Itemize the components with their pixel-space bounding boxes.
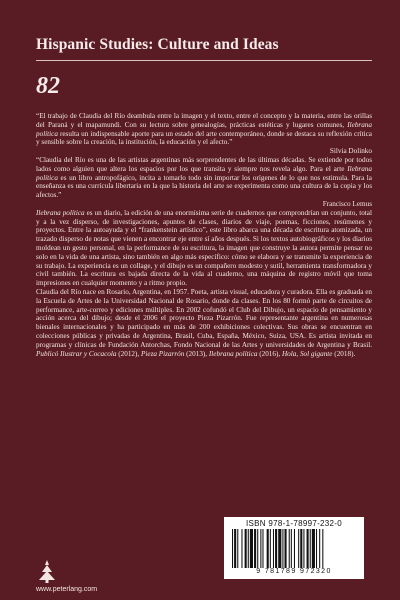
barcode-icon (230, 529, 358, 568)
book-title: Ilebrana política (36, 164, 372, 182)
series-number: 82 (36, 73, 60, 99)
isbn-label: ISBN 978-1-78997-232-0 (246, 519, 342, 528)
bio-text: (2013), (184, 349, 209, 358)
bio-text: (2018). (332, 349, 356, 358)
blurb-body (36, 112, 372, 358)
barcode-digits: 9 781789 972320 (256, 568, 332, 575)
work-title: Pieza Pizarrón (141, 349, 185, 358)
author-bio (36, 288, 372, 358)
work-title: Ilebrana política (208, 349, 258, 358)
title-rule (36, 60, 372, 61)
work-title: Publicó Ilustrar y Cocacola (36, 349, 117, 358)
book-title: Ilebrana política (36, 208, 85, 217)
quote-attribution: Silvia Dolinko (329, 147, 372, 156)
quote-dolinko (36, 112, 372, 147)
publisher-website: www.peterlang.com (36, 586, 98, 593)
series-title: Hispanic Studies: Culture and Ideas (36, 36, 279, 53)
description-text: es un diario, la edición de una enormísima serie de cuadernos que comprondrían un conjunto, total y a la vez disperso, de investigaciones, apuntes de clases, diarios de viaje, poemas, ficciones, resúmenes y proyectos. Entre la autoayuda y el “frankenstein artístico”, este libro abarca una década de escritura atomizada, un trazado disperso de notas que vienen a encontrar eje entre sí años después. Si los textos autobiográficos y los diarios moldean un gesto personal, en la performance de su escritura, la imagen que construye la autora permite pensar no solo en la vida de una artista, sino también en algo más específico: cómo se elabora y se transmite la experiencia de su trabajo. La experiencia es un collage, y el dibujo es un compañero modesto y sutil, herramienta transformadora y civil también. La escritura es bajada directa de la vida al cuaderno, una máquina de registro móvil que toma impresiones en cualquier momento y a ritmo propio. (36, 208, 372, 288)
work-title: Hola, Sol gigante (281, 349, 333, 358)
quote-text: resulta un indispensable aporte para un estado del arte contemporáneo, donde se destaca su reflexión crítica y sensible sobre la creación, la institución, la educación y el afecto.” (36, 129, 372, 147)
book-description (36, 209, 372, 288)
quote-text: “El trabajo de Claudia del Río deambula entre la imagen y el texto, entre el concepto y la materia, entre las orillas del Paraná y el mapamundi. Con su lectura sobre genealogías, prácticas estéticas y lugares comunes, (36, 112, 372, 129)
quote-text: es un libro antropofágico, incita a tomarlo todo sin importar los orígenes de lo que nos estimula. Para la enseñanza es una currícula libertaria en la que la historia del arte se experimenta como una cultura de la copia y los afectos.” (36, 173, 372, 200)
isbn-barcode-box (224, 517, 364, 579)
quote-attribution: Francisco Lemus (322, 199, 372, 208)
publisher-logo-icon (36, 559, 58, 588)
bio-text: (2016), (257, 349, 282, 358)
quote-text: “Claudia del Río es una de las artistas argentinas más sorprendentes de las últimas décadas. Se extiende por todos lados como alguien que altera los espacios por los que transita y siempre nos revela algo. Para el arte (36, 155, 372, 173)
bio-text: Claudia del Río nace en Rosario, Argentina, en 1957. Poeta, artista visual, educadora y curadora. Ella es graduada en la Escuela de Artes de la Universidad Nacional de Rosario, donde da clases. En los 80 formó parte de circuitos de performance, arte-correo y ediciones múltiples. En 2002 cofundó el Club del Dibujo, un espacio de pensamiento y acción acerca del dibujo; desde el 2006 el proyecto Pieza Pizarrón. Fue representante argentina en numerosas bienales internacionales y ha participado en más de 200 exhibiciones colectivas. Sus obras se encuentran en colecciones públicas y privadas de Argentina, Brasil, Cuba, España, México, Suiza, USA. Es artista invitada en programas y clínicas de Fundación Antorchas, Fondo Nacional de las Artes y universidades de Argentina y Brasil. (36, 287, 372, 349)
book-title: Ilebrana política (36, 120, 372, 138)
quote-lemus (36, 156, 372, 200)
bio-text: (2012), (116, 349, 142, 358)
